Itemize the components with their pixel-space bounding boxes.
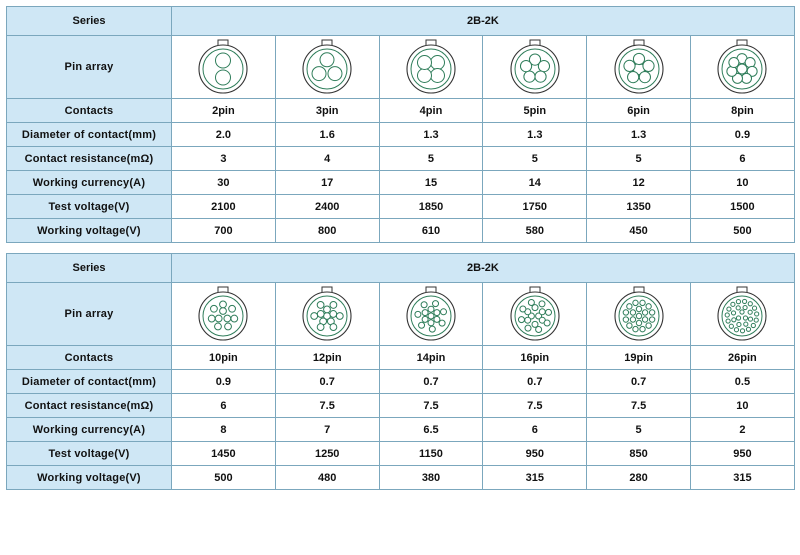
cell-value: 7.5 (483, 394, 587, 418)
row-label-working-currency: Working currency(A) (7, 171, 172, 195)
cell-value: 315 (483, 466, 587, 490)
pin-array-label: Pin array (7, 283, 172, 346)
cell-value: 315 (690, 466, 794, 490)
row-label-test-voltage: Test voltage(V) (7, 195, 172, 219)
cell-value: 1150 (379, 442, 483, 466)
cell-value: 0.7 (483, 370, 587, 394)
cell-value: 5 (587, 418, 691, 442)
cell-value: 10 (690, 394, 794, 418)
pin-array-cell-19pin (587, 283, 691, 346)
cell-value: 6 (690, 147, 794, 171)
connector-icon (483, 283, 586, 345)
pin-array-cell-12pin (275, 283, 379, 346)
cell-value: 0.9 (690, 123, 794, 147)
pin-array-cell-2pin (172, 36, 276, 99)
table-row (7, 147, 795, 171)
pin-array-cell-4pin (379, 36, 483, 99)
cell-value: 1350 (587, 195, 691, 219)
cell-value: 610 (379, 219, 483, 243)
row-label-diameter: Diameter of contact(mm) (7, 123, 172, 147)
cell-value: 12 (587, 171, 691, 195)
cell-value: 380 (379, 466, 483, 490)
cell-value: 1.3 (587, 123, 691, 147)
table-row (7, 442, 795, 466)
cell-value: 1250 (275, 442, 379, 466)
row-label-working-currency: Working currency(A) (7, 418, 172, 442)
cell-value: 8pin (690, 99, 794, 123)
pin-array-cell-14pin (379, 283, 483, 346)
cell-value: 1.3 (379, 123, 483, 147)
series-header-label: Series (7, 254, 172, 283)
connector-icon (587, 36, 690, 98)
cell-value: 30 (172, 171, 276, 195)
cell-value: 10pin (172, 346, 276, 370)
cell-value: 16pin (483, 346, 587, 370)
cell-value: 15 (379, 171, 483, 195)
series-header-label: Series (7, 7, 172, 36)
table-row (7, 123, 795, 147)
cell-value: 12pin (275, 346, 379, 370)
cell-value: 5 (587, 147, 691, 171)
cell-value: 0.9 (172, 370, 276, 394)
row-label-working-voltage: Working voltage(V) (7, 219, 172, 243)
row-label-contacts: Contacts (7, 99, 172, 123)
connector-icon (276, 36, 379, 98)
cell-value: 580 (483, 219, 587, 243)
cell-value: 3pin (275, 99, 379, 123)
pin-array-cell-3pin (275, 36, 379, 99)
pin-array-cell-6pin (587, 36, 691, 99)
row-label-working-voltage: Working voltage(V) (7, 466, 172, 490)
cell-value: 10 (690, 171, 794, 195)
cell-value: 0.7 (275, 370, 379, 394)
cell-value: 850 (587, 442, 691, 466)
cell-value: 14pin (379, 346, 483, 370)
cell-value: 7.5 (275, 394, 379, 418)
table-row (7, 99, 795, 123)
pin-array-cell-5pin (483, 36, 587, 99)
cell-value: 6.5 (379, 418, 483, 442)
cell-value: 8 (172, 418, 276, 442)
table-row (7, 219, 795, 243)
cell-value: 2400 (275, 195, 379, 219)
cell-value: 4 (275, 147, 379, 171)
cell-value: 280 (587, 466, 691, 490)
table-row (7, 7, 795, 36)
cell-value: 4pin (379, 99, 483, 123)
connector-icon (172, 36, 275, 98)
connector-icon (691, 36, 794, 98)
cell-value: 950 (483, 442, 587, 466)
cell-value: 5 (379, 147, 483, 171)
pin-array-cell-26pin (690, 283, 794, 346)
table-row (7, 394, 795, 418)
table-row (7, 418, 795, 442)
cell-value: 480 (275, 466, 379, 490)
table-row (7, 466, 795, 490)
cell-value: 5pin (483, 99, 587, 123)
cell-value: 1.3 (483, 123, 587, 147)
connector-icon (483, 36, 586, 98)
pin-array-label: Pin array (7, 36, 172, 99)
connector-icon (691, 283, 794, 345)
cell-value: 19pin (587, 346, 691, 370)
connector-icon (587, 283, 690, 345)
row-label-contacts: Contacts (7, 346, 172, 370)
cell-value: 2.0 (172, 123, 276, 147)
cell-value: 1.6 (275, 123, 379, 147)
cell-value: 2100 (172, 195, 276, 219)
table-row (7, 370, 795, 394)
series-header-value: 2B-2K (172, 7, 795, 36)
cell-value: 7.5 (587, 394, 691, 418)
cell-value: 2pin (172, 99, 276, 123)
pin-array-cell-10pin (172, 283, 276, 346)
cell-value: 14 (483, 171, 587, 195)
cell-value: 26pin (690, 346, 794, 370)
connector-icon (172, 283, 275, 345)
cell-value: 3 (172, 147, 276, 171)
cell-value: 7.5 (379, 394, 483, 418)
table-row (7, 195, 795, 219)
table-row-pin-array (7, 283, 795, 346)
cell-value: 5 (483, 147, 587, 171)
row-label-test-voltage: Test voltage(V) (7, 442, 172, 466)
cell-value: 1450 (172, 442, 276, 466)
cell-value: 500 (172, 466, 276, 490)
cell-value: 6 (483, 418, 587, 442)
cell-value: 800 (275, 219, 379, 243)
pin-array-cell-16pin (483, 283, 587, 346)
spec-table-1 (6, 6, 795, 243)
cell-value: 500 (690, 219, 794, 243)
cell-value: 2 (690, 418, 794, 442)
spec-table-2 (6, 253, 795, 490)
table-row (7, 346, 795, 370)
cell-value: 700 (172, 219, 276, 243)
table-row-pin-array (7, 36, 795, 99)
table-row (7, 171, 795, 195)
cell-value: 1500 (690, 195, 794, 219)
cell-value: 7 (275, 418, 379, 442)
series-header-value: 2B-2K (172, 254, 795, 283)
connector-icon (276, 283, 379, 345)
row-label-diameter: Diameter of contact(mm) (7, 370, 172, 394)
cell-value: 950 (690, 442, 794, 466)
row-label-contact-resistance: Contact resistance(mΩ) (7, 394, 172, 418)
cell-value: 1850 (379, 195, 483, 219)
cell-value: 17 (275, 171, 379, 195)
cell-value: 0.7 (587, 370, 691, 394)
table-row (7, 254, 795, 283)
cell-value: 0.7 (379, 370, 483, 394)
cell-value: 450 (587, 219, 691, 243)
cell-value: 1750 (483, 195, 587, 219)
connector-icon (380, 36, 483, 98)
pin-array-cell-8pin (690, 36, 794, 99)
connector-icon (380, 283, 483, 345)
cell-value: 6 (172, 394, 276, 418)
cell-value: 6pin (587, 99, 691, 123)
cell-value: 0.5 (690, 370, 794, 394)
row-label-contact-resistance: Contact resistance(mΩ) (7, 147, 172, 171)
